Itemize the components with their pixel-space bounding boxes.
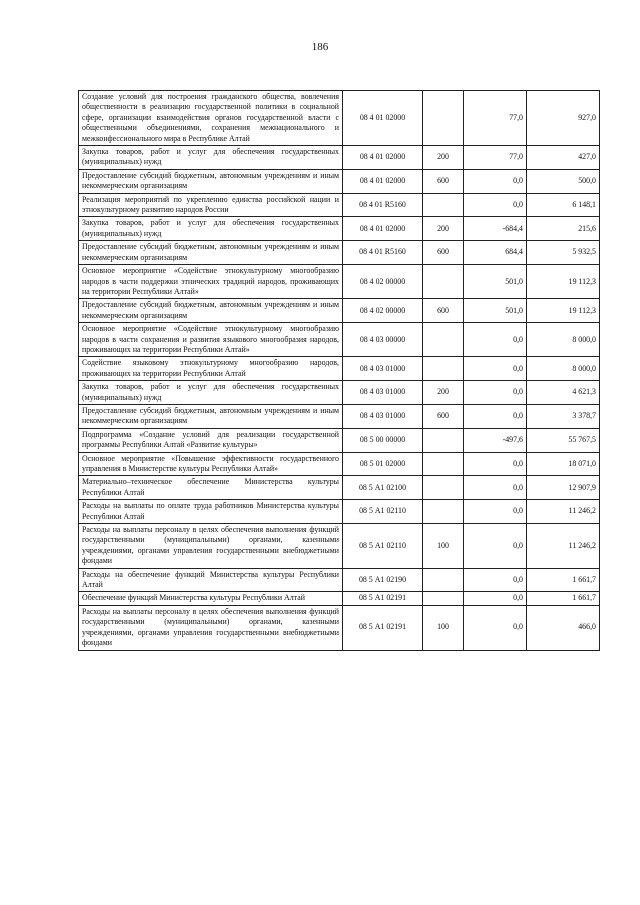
row-name-cell: Обеспечение функций Министерства культуры Республики Алтай [79,592,343,605]
change-amount-cell: 0,0 [464,323,527,357]
expense-type-cell [423,428,464,452]
row-name-cell: Создание условий для построения гражданского общества, вовлечения общественности в реализацию государственной политики в социальной сфере, организации взаимодействия органов государственной власти с общественными объединениями, сохранения межнационального и межконфессионального мира в Республике Алтай [79,91,343,146]
change-amount-cell: 0,0 [464,605,527,650]
change-amount-cell: 77,0 [464,91,527,146]
table-row [79,568,600,592]
expense-type-cell: 600 [423,299,464,323]
table-row [79,592,600,605]
target-code-cell: 08 4 01 02000 [343,169,423,193]
budget-table [78,90,600,651]
row-name-cell: Подпрограмма «Создание условий для реализации государственной программы Республики Алтай «Развитие культуры» [79,428,343,452]
row-name-cell: Предоставление субсидий бюджетным, автономным учреждениям и иным некоммерческим организациям [79,169,343,193]
expense-type-cell [423,357,464,381]
change-amount-cell: -497,6 [464,428,527,452]
expense-type-cell [423,568,464,592]
change-amount-cell: 501,0 [464,265,527,299]
expense-type-cell: 600 [423,404,464,428]
total-amount-cell: 12 907,9 [527,476,600,500]
expense-type-cell: 600 [423,169,464,193]
table-row [79,299,600,323]
target-code-cell: 08 4 01 02000 [343,91,423,146]
expense-type-cell [423,452,464,476]
target-code-cell: 08 5 А1 02191 [343,592,423,605]
table-row [79,146,600,170]
row-name-cell: Основное мероприятие «Повышение эффективности государственного управления в Министерстве культуры Республики Алтай» [79,452,343,476]
row-name-cell: Предоставление субсидий бюджетным, автономным учреждениям и иным некоммерческим организациям [79,404,343,428]
total-amount-cell: 11 246,2 [527,524,600,569]
table-row [79,169,600,193]
table-row [79,428,600,452]
change-amount-cell: -684,4 [464,217,527,241]
change-amount-cell: 0,0 [464,524,527,569]
change-amount-cell: 0,0 [464,193,527,217]
expense-type-cell: 600 [423,241,464,265]
page-number: 186 [311,41,329,53]
expense-type-cell: 100 [423,524,464,569]
expense-type-cell [423,193,464,217]
total-amount-cell: 11 246,2 [527,500,600,524]
change-amount-cell: 0,0 [464,169,527,193]
row-name-cell: Расходы на обеспечение функций Министерства культуры Республики Алтай [79,568,343,592]
change-amount-cell: 0,0 [464,592,527,605]
target-code-cell: 08 5 А1 02190 [343,568,423,592]
change-amount-cell: 0,0 [464,500,527,524]
target-code-cell: 08 5 00 00000 [343,428,423,452]
row-name-cell: Закупка товаров, работ и услуг для обеспечения государственных (муниципальных) нужд [79,381,343,405]
total-amount-cell: 500,0 [527,169,600,193]
target-code-cell: 08 5 А1 02110 [343,524,423,569]
row-name-cell: Материально–техническое обеспечение Министерства культуры Республики Алтай [79,476,343,500]
total-amount-cell: 4 621,3 [527,381,600,405]
target-code-cell: 08 5 А1 02110 [343,500,423,524]
total-amount-cell: 19 112,3 [527,265,600,299]
row-name-cell: Расходы на выплаты персоналу в целях обеспечения выполнения функций государственными (муниципальными) органами, казенными учреждениями, органами управления государственными внебюджетными фондами [79,605,343,650]
row-name-cell: Расходы на выплаты персоналу в целях обеспечения выполнения функций государственными (муниципальными) органами, казенными учреждениями, органами управления государственными внебюджетными фондами [79,524,343,569]
expense-type-cell [423,592,464,605]
expense-type-cell [423,91,464,146]
total-amount-cell: 466,0 [527,605,600,650]
target-code-cell: 08 4 03 01000 [343,381,423,405]
row-name-cell: Основное мероприятие «Содействие этнокультурному многообразию народов в части сохранения и развития языкового многообразия народов, проживающих на территории Республики Алтай» [79,323,343,357]
expense-type-cell: 200 [423,146,464,170]
row-name-cell: Содействие языковому этнокультурному многообразию народов, проживающих на территории Республики Алтай [79,357,343,381]
total-amount-cell: 6 148,1 [527,193,600,217]
change-amount-cell: 501,0 [464,299,527,323]
row-name-cell: Закупка товаров, работ и услуг для обеспечения государственных (муниципальных) нужд [79,217,343,241]
change-amount-cell: 0,0 [464,381,527,405]
target-code-cell: 08 4 01 02000 [343,217,423,241]
row-name-cell: Предоставление субсидий бюджетным, автономным учреждениям и иным некоммерческим организациям [79,241,343,265]
table-row [79,91,600,146]
target-code-cell: 08 4 02 00000 [343,265,423,299]
target-code-cell: 08 5 01 02000 [343,452,423,476]
expense-type-cell: 100 [423,605,464,650]
table-row [79,241,600,265]
total-amount-cell: 3 378,7 [527,404,600,428]
row-name-cell: Реализация мероприятий по укреплению единства российской нации и этнокультурному развитию народов России [79,193,343,217]
table-row [79,323,600,357]
target-code-cell: 08 5 А1 02191 [343,605,423,650]
table-row [79,476,600,500]
total-amount-cell: 18 071,0 [527,452,600,476]
total-amount-cell: 427,0 [527,146,600,170]
total-amount-cell: 1 661,7 [527,568,600,592]
table-row [79,605,600,650]
target-code-cell: 08 4 02 00000 [343,299,423,323]
total-amount-cell: 8 000,0 [527,357,600,381]
table-row [79,193,600,217]
change-amount-cell: 0,0 [464,452,527,476]
change-amount-cell: 0,0 [464,476,527,500]
row-name-cell: Предоставление субсидий бюджетным, автономным учреждениям и иным некоммерческим организациям [79,299,343,323]
change-amount-cell: 0,0 [464,357,527,381]
expense-type-cell [423,265,464,299]
table-row [79,404,600,428]
expense-type-cell: 200 [423,381,464,405]
total-amount-cell: 5 932,5 [527,241,600,265]
total-amount-cell: 215,6 [527,217,600,241]
expense-type-cell: 200 [423,217,464,241]
target-code-cell: 08 4 01 R5160 [343,193,423,217]
table-row [79,217,600,241]
target-code-cell: 08 4 03 01000 [343,404,423,428]
row-name-cell: Основное мероприятие «Содействие этнокультурному многообразию народов в части поддержки этнических традиций народов, проживающих на территории Республики Алтай» [79,265,343,299]
table-row [79,265,600,299]
expense-type-cell [423,476,464,500]
target-code-cell: 08 4 01 02000 [343,146,423,170]
expense-type-cell [423,500,464,524]
target-code-cell: 08 4 03 01000 [343,357,423,381]
budget-table-body [79,91,600,651]
row-name-cell: Закупка товаров, работ и услуг для обеспечения государственных (муниципальных) нужд [79,146,343,170]
total-amount-cell: 8 000,0 [527,323,600,357]
total-amount-cell: 927,0 [527,91,600,146]
total-amount-cell: 55 767,5 [527,428,600,452]
row-name-cell: Расходы на выплаты по оплате труда работников Министерства культуры Республики Алтай [79,500,343,524]
table-row [79,381,600,405]
change-amount-cell: 684,4 [464,241,527,265]
target-code-cell: 08 5 А1 02100 [343,476,423,500]
change-amount-cell: 77,0 [464,146,527,170]
total-amount-cell: 19 112,3 [527,299,600,323]
change-amount-cell: 0,0 [464,404,527,428]
table-row [79,500,600,524]
table-row [79,357,600,381]
table-row [79,452,600,476]
target-code-cell: 08 4 01 R5160 [343,241,423,265]
table-row [79,524,600,569]
change-amount-cell: 0,0 [464,568,527,592]
expense-type-cell [423,323,464,357]
total-amount-cell: 1 661,7 [527,592,600,605]
target-code-cell: 08 4 03 00000 [343,323,423,357]
